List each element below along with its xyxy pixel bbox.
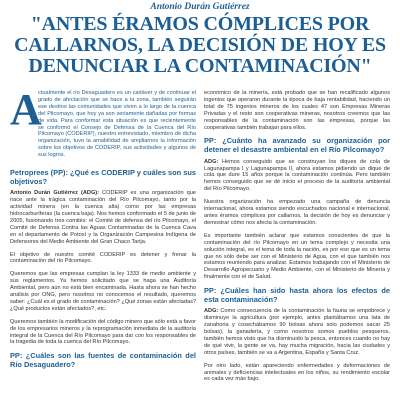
question-heading: PP: ¿Cuánto ha avanzado su organización por detener el desastre ambiental en el Río Pilcomayo? xyxy=(204,136,390,155)
question-heading: PP: ¿Cuáles han sido hasta ahora los efectos de esta contaminación? xyxy=(204,286,390,304)
answer-paragraph xyxy=(10,190,196,245)
right-column xyxy=(204,90,390,400)
body-paragraph: Queremos también la modificación del código minero que sólo está a favor de los empresarios mineros y la reprogramación inmediata de la auditoría integral de la Cuenca del Río Pilcomayo para dar con los responsables de la tragedia de toda la cuenca del Río Pilcomayo. xyxy=(10,318,196,346)
answer-paragraph xyxy=(204,159,390,194)
headline: "ANTES ÉRAMOS CÓMPLICES POR CALLARNOS, LA DECISIÓN DE HOY ES DENUNCIAR LA CONTAMINACIÓN" xyxy=(14,13,386,77)
speaker-label: ADG: xyxy=(204,308,219,315)
body-paragraph: Nuestra organización ha empezado una campaña de denuncia internacional, ahora estamos siendo escuchados nacional e internacional, antes éramos cómplices por callarnos, la decisión de hoy es denunciar y demostrar cómo nos afecta la contaminación. xyxy=(204,199,390,226)
body-paragraph: El objetivo de nuestro comité CODERIP es detener y frenar la contaminación del río Pilcomayo. xyxy=(10,251,196,265)
body-paragraph: económico de la minería, está probado que se han recalificado algunos ingenios que operaron durante la época de baja rentabilidad, haciendo un total de 75 ingenios mineros de los cuales 47 son Empresas Mineras Privadas y el resto son cooperativas mineras, nosotros creemos que las responsables de la contaminación son las empresas, porque las cooperativas también trabajan para ellos. xyxy=(204,90,390,131)
article-body xyxy=(10,85,390,400)
speaker-label: Antonio Durán Gutiérrez (ADG): xyxy=(10,190,100,197)
answer-text: Hemos conseguido que se construyan los diques de cola de Lagunapampa I y Lagunapampa II, ahora estamos pidiendo un dique de cola que dure 15 años porque la contaminación continúa. Pero también hemos conseguido que se dé inicio el proceso de la auditoría ambiental del Río Pilcomayo. xyxy=(204,158,390,193)
body-paragraph: Queremos que las empresas cumplan la ley 1333 de medio ambiente y sus reglamentos. Ya hemos solicitado que se haga una Auditoría Ambiental, pero aún no está bien encaminada. Hasta ahora se han hecho análisis por ONG, pero nosotros no conocemos el resultado, queremos saber: ¿Cuál es el grado de contaminación? ¿Qué zonas están afectadas? ¿Qué productos están afectados?, etc. xyxy=(10,271,196,312)
intro-paragraph: ctualmente el río Desaguadero es un cadáver y de continuar el grado de afectación que se hace a la zona, también seguirán ese destino las comunidades que viven a lo largo de la cuenca del Pilcomayo, que hoy ya son seriamente dañadas por formas de vida. Para conformar esta situación es que recientemente se conformó el Consejo de Defensa de la Cuenca del Río Pilcomayo (CODERIP), nuestro entrevistado, miembro de dicha organización, tuvo la amabilidad de ampliarnos la información sobre los objetivos de CODERIP, sus actividades y algunos de sus logros. xyxy=(38,90,196,159)
byline: Antonio Durán Gutiérrez xyxy=(150,2,250,12)
article-header xyxy=(0,0,400,77)
body-paragraph: Por otro lado, están apareciendo enfermedades y deformaciones de animales y deficiencias intelectuales en los niños, su rendimiento escolar es cada vez más bajo. xyxy=(204,362,390,383)
intro-block xyxy=(10,85,196,165)
answer-text: CODERIP es una organización que nace ante la trágica contaminación del Río Pilcomayo, tanto por la actividad minera (en la cuenca alta) como por las empresas hidrocarburíferas (la cuenca baja). Nos hemos conformado el 5 de junio de 2005, fusionando tres comités: el Comité de defensa del río Pilcomayo, el Comité de Defensa Contra las Aguas Contaminadas de la Cuenca Cava en el departamento de Potosí y la Organización Campesina Indígena de Defensores del Medio Ambiente del Gran Chaco Tarija. xyxy=(10,190,196,245)
question-heading: PP: ¿Cuáles son las fuentes de contaminación del Río Desaguadero? xyxy=(10,351,196,369)
body-paragraph: Es importante también aclarar que estamos conscientes de que la contaminación del río Pilcomayo en un tema complejo y necesita una solución integral, es el tema de toda la nación, es por eso que es un tema que no sólo debe ser con el Ministerio de Agua, con el que también nos estamos reuniendo para analizar. Estamos trabajando con el Ministerio de Desarrollo Agropecuario y Medio Ambiente, con el Ministerio de Minería y finalmente con el de Salud. xyxy=(204,232,390,281)
speaker-label: ADG: xyxy=(204,158,219,165)
question-heading: Petroprees (PP): ¿Qué es CODERIP y cuáles son sus objetivos? xyxy=(10,168,196,186)
drop-cap: A xyxy=(10,85,42,134)
answer-text: Como consecuencia de la contaminación la fauna se empobrece y disminuye la agricultura (por ejemplo, antes plantábamos una lata de zanahoria y cosechábamos 90 bolsas ahora solo podemos sacar 25 bolsas), la ganadería, y como nosotros somos pueblos pesqueros, también hemos visto que ha disminuido la pesca, entonces cuando no hay de qué vivir, la gente se va, hay mucha migración, hacia las ciudades y otros países, también se va a Argentina, España y Santa Cruz. xyxy=(204,308,390,356)
left-column xyxy=(10,85,196,400)
answer-paragraph xyxy=(204,308,390,356)
